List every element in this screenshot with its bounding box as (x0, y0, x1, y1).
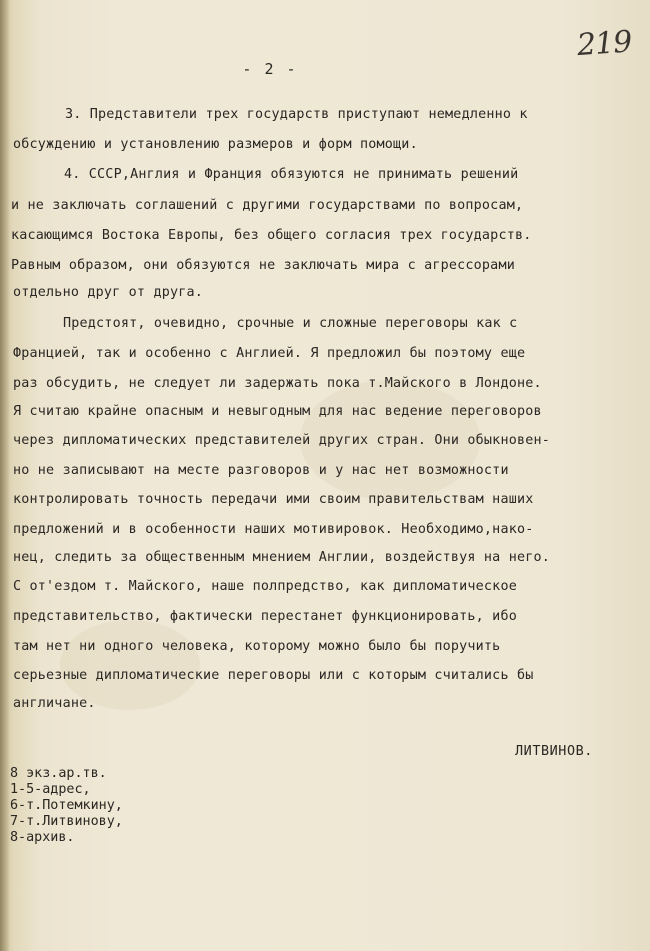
body-line: 4. СССР,Англия и Франция обязуются не принимать решений (64, 167, 519, 182)
body-line: представительство, фактически перестанет функционировать, ибо (13, 609, 517, 624)
body-line: обсуждению и установлению размеров и форм помощи. (13, 137, 418, 152)
binding-shadow (0, 0, 10, 951)
body-line: С от'ездом т. Майского, наше полпредство, как дипломатическое (13, 579, 517, 594)
body-line: англичане. (13, 696, 96, 711)
body-line: серьезные дипломатические переговоры или с которым считались бы (13, 668, 534, 683)
body-line: и не заключать соглашений с другими государствами по вопросам, (11, 198, 524, 213)
distribution-list (10, 766, 123, 846)
body-line: нец, следить за общественным мнением Англии, воздействуя на него. (13, 550, 551, 565)
archive-folio-number: 219 (575, 24, 633, 64)
body-line: Я считаю крайне опасным и невыгодным для нас ведение переговоров (13, 404, 542, 419)
distribution-line: 1-5-адрес, (10, 782, 91, 797)
body-line: Францией, так и особенно с Англией. Я предложил бы поэтому еще (13, 346, 526, 361)
page-number: - 2 - (242, 60, 298, 78)
body-line: контролировать точность передачи ими своим правительствам наших (13, 492, 534, 507)
body-line: предложений и в особенности наших мотивировок. Необходимо,нако- (13, 522, 534, 537)
body-line: касающимся Востока Европы, без общего согласия трех государств. (11, 228, 532, 243)
signature: ЛИТВИНОВ. (515, 744, 593, 759)
distribution-line: 7-т.Литвинову, (10, 814, 123, 829)
body-line: Предстоят, очевидно, срочные и сложные переговоры как с (63, 316, 518, 331)
body-line: через дипломатических представителей других стран. Они обыкновен- (13, 433, 551, 448)
distribution-line: 8-архив. (10, 830, 75, 845)
body-line: но не записывают на месте разговоров и у нас нет возможности (13, 463, 509, 478)
body-line: отдельно друг от друга. (13, 285, 204, 300)
distribution-line: 8 экз.ар.тв. (10, 766, 107, 781)
body-line: там нет ни одного человека, которому можно было бы поручить (13, 639, 501, 654)
distribution-line: 6-т.Потемкину, (10, 798, 123, 813)
body-line: Равным образом, они обязуются не заключать мира с агрессорами (11, 258, 515, 273)
body-line: раз обсудить, не следует ли задержать пока т.Майского в Лондоне. (13, 376, 542, 391)
body-line: 3. Представители трех государств приступают немедленно к (65, 107, 528, 122)
